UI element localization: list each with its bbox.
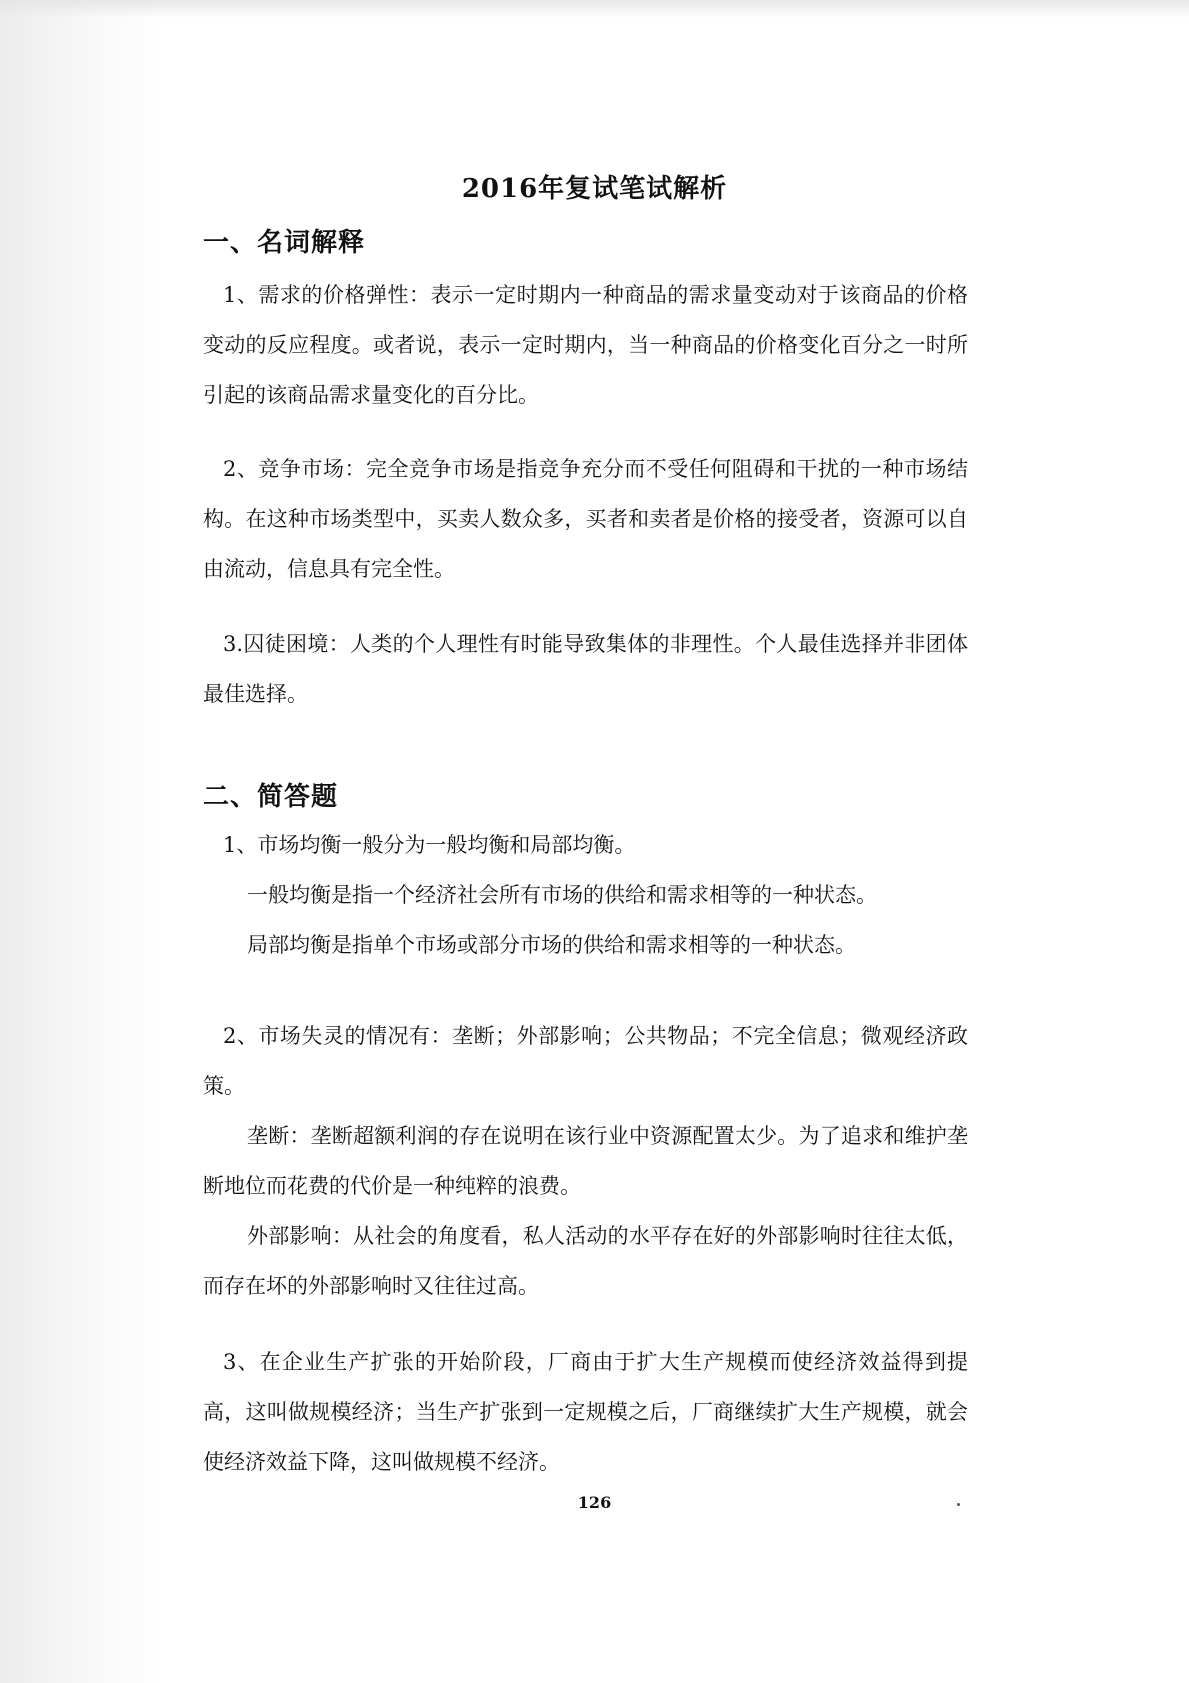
answer-1-lead: 1、市场均衡一般分为一般均衡和局部均衡。 [223, 833, 636, 857]
term-competitive-market: 2、竞争市场：完全竞争市场是指竞争充分而不受任何阻碍和干扰的一种市场结构。在这种市场类型中，买卖人数众多，买者和卖者是价格的接受者，资源可以自由流动，信息具有完全性。 [203, 457, 968, 581]
page-title: 2016年复试笔试解析 [461, 174, 728, 204]
section-heading-short-answers: 二、简答题 [203, 782, 339, 812]
answer-2-monopoly: 垄断：垄断超额利润的存在说明在该行业中资源配置太少。为了追求和维护垄断地位而花费的代价是一种纯粹的浪费。 [203, 1124, 968, 1198]
answer-2-externality: 外部影响：从社会的角度看，私人活动的水平存在好的外部影响时往往太低，而存在坏的外部影响时又往往过高。 [203, 1224, 968, 1298]
scan-speck [957, 1503, 960, 1506]
term-prisoners-dilemma: 3.囚徒困境：人类的个人理性有时能导致集体的非理性。个人最佳选择并非团体最佳选择。 [203, 632, 968, 706]
page-number: 126 [577, 1493, 612, 1512]
answer-1-partial-equilibrium: 局部均衡是指单个市场或部分市场的供给和需求相等的一种状态。 [247, 933, 856, 957]
answer-2-lead: 2、市场失灵的情况有：垄断；外部影响；公共物品；不完全信息；微观经济政策。 [203, 1024, 968, 1098]
answer-3: 3、在企业生产扩张的开始阶段，厂商由于扩大生产规模而使经济效益得到提高，这叫做规模经济；当生产扩张到一定规模之后，厂商继续扩大生产规模，就会使经济效益下降，这叫做规模不经济。 [203, 1350, 968, 1474]
term-price-elasticity: 1、需求的价格弹性：表示一定时期内一种商品的需求量变动对于该商品的价格变动的反应程度。或者说，表示一定时期内，当一种商品的价格变化百分之一时所引起的该商品需求量变化的百分比。 [203, 283, 968, 407]
answer-1-general-equilibrium: 一般均衡是指一个经济社会所有市场的供给和需求相等的一种状态。 [247, 883, 877, 907]
section-heading-terms: 一、名词解释 [203, 228, 366, 258]
